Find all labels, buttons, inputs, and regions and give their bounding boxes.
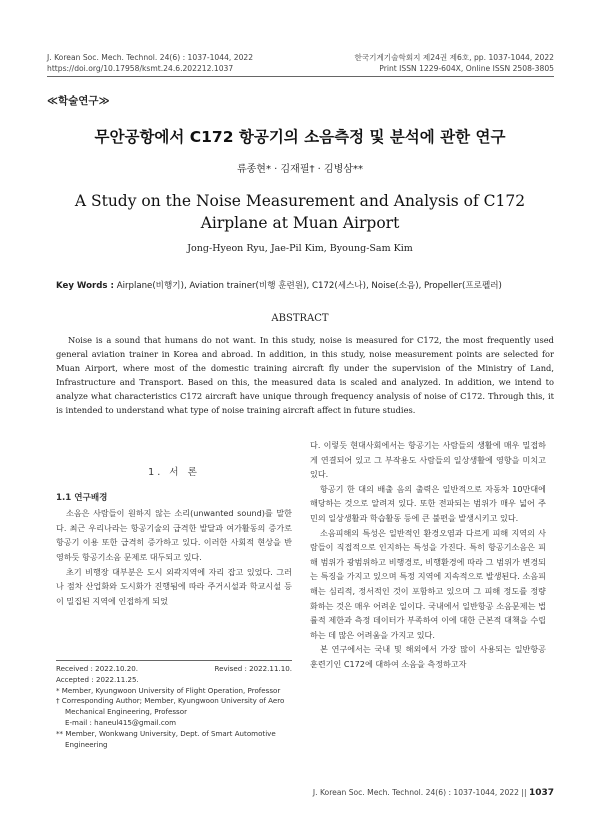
footnote-member1: * Member, Kyungwoon University of Flight Operation, Professor [56, 685, 281, 695]
footnote-rule [56, 660, 292, 661]
received-revised-row [56, 664, 292, 675]
authors-korean: 류종현* · 김재필† · 김병삼** [236, 164, 363, 175]
footnote-member2: ** Member, Wonkwang University, Dept. of Smart Automotive Engineering [56, 728, 276, 749]
section-tag: ≪학술연구≫ [47, 95, 110, 107]
paragraph: 본 연구에서는 국내 및 해외에서 가장 많이 사용되는 일반항공 훈련기인 C172에 대하여 소음을 측정하고자 [310, 644, 546, 669]
keywords [56, 280, 554, 292]
paragraph: 소음피해의 특성은 일반적인 환경오염과 다르게 피해 지역의 사람들이 직접적으로 인지하는 특성을 가진다. 특히 항공기소음은 피해 범위가 광범위하고 비행경로, 비행환경에 따라 그 범위가 변경되는 특징을 가지고 있으며 특정 지역에 지속적으로 발생된다. 소음피해는 심리적, 정서적인 것이 포함하고 있으며 그 피해 정도를 정량화하는 것은 매우 어려운 일이다. 국내에서 일반항공 소음문제는 법률적 제한과 측정 데이터가 부족하여 이에 대한 근본적 대책을 수립하는 데 많은 어려움을 가지고 있다. [310, 527, 546, 640]
title-korean: 무안공항에서 C172 항공기의 소음측정 및 분석에 관한 연구 [94, 128, 506, 146]
subsection-heading: 1.1 연구배경 [56, 492, 108, 503]
paragraph: 초기 비행장 대부분은 도시 외곽지역에 자리 잡고 있었다. 그러나 점차 산업화와 도시화가 진행됨에 따라 주거시설과 학교시설 등이 밀집된 지역에 인접하게 되었 [56, 566, 292, 606]
title-english [0, 190, 600, 234]
left-column [56, 466, 292, 608]
keywords-text: Airplane(비행기), Aviation trainer(비행 훈련원), C172(세스나), Noise(소음), Propeller(프로펠러) [116, 281, 502, 291]
doi-link[interactable]: https://doi.org/10.17958/ksmt.24.6.202212.1037 [47, 64, 234, 73]
paragraph: 다. 이렇듯 현대사회에서는 항공기는 사람들의 생활에 매우 밀접하게 연결되어 있고 그 부작용도 사람들의 일상생활에 영향을 미치고 있다. [310, 440, 546, 480]
section-heading: 1. 서 론 [148, 467, 200, 478]
accepted-date: Accepted : 2022.11.25. [56, 674, 139, 684]
page-footer [313, 788, 554, 798]
paragraph: 소음은 사람들이 원하지 않는 소리(unwanted sound)를 말한다. 최근 우리나라는 항공기술의 급격한 발달과 여가활동의 증가로 항공기 이용 또한 급격히 증가하고 있다. 이러한 사회적 현상을 반영하듯 항공기소음 문제로 대두되고 있다. [56, 508, 292, 562]
abstract-title: ABSTRACT [271, 313, 329, 324]
journal-citation-korean: 한국기계기술학회지 제24권 제6호, pp. 1037-1044, 2022 [354, 53, 554, 62]
running-header-right [354, 52, 554, 74]
footer-journal: J. Korean Soc. Mech. Technol. 24(6) : 1037-1044, 2022 || [312, 788, 527, 797]
footnote-corresponding: † Corresponding Author; Member, Kyungwoon University of Aero Mechanical Engineering, Professor [56, 696, 285, 717]
page-number: 1037 [528, 788, 554, 798]
header-rule [47, 76, 554, 77]
title-english-line2: Airplane at Muan Airport [200, 214, 400, 232]
keywords-label: Key Words : [56, 281, 114, 291]
abstract-body: Noise is a sound that humans do not want. In this study, noise is measured for C172, the most frequently used general aviation trainer in Korea and abroad. In addition, in this study, noise measurement points are selected for Muan Airport, where most of the domestic training aircraft fly under the supervision of the Ministry of Land, Infrastructure and Transport. Based on this, the measured data is scaled and analyzed. In addition, we intend to analyze what characteristics C172 aircraft have unique through frequency analysis of noise of C172. Through this, it is intended to understand what type of noise training aircraft affect in future studies. [56, 335, 554, 415]
journal-citation: J. Korean Soc. Mech. Technol. 24(6) : 1037-1044, 2022 [47, 53, 254, 62]
issn-info: Print ISSN 1229-604X, Online ISSN 2508-3805 [379, 64, 554, 73]
paragraph: 항공기 한 대의 배출 음의 출력은 일반적으로 자동차 10만대에 해당하는 것으로 알려져 있다. 또한 전파되는 범위가 매우 넓어 주민의 일상생활과 학습활동 등에 큰 불편을 발생시키고 있다. [310, 483, 546, 523]
running-header-left [47, 52, 253, 74]
author-email[interactable]: E-mail : haneul415@gmail.com [65, 717, 177, 727]
footnotes [56, 664, 292, 750]
revised-date: Revised : 2022.11.10. [214, 664, 292, 673]
authors-english: Jong-Hyeon Ryu, Jae-Pil Kim, Byoung-Sam Kim [187, 243, 413, 254]
received-date: Received : 2022.10.20. [56, 664, 139, 673]
title-english-line1: A Study on the Noise Measurement and Analysis of C172 [74, 192, 526, 210]
right-column [310, 438, 546, 672]
